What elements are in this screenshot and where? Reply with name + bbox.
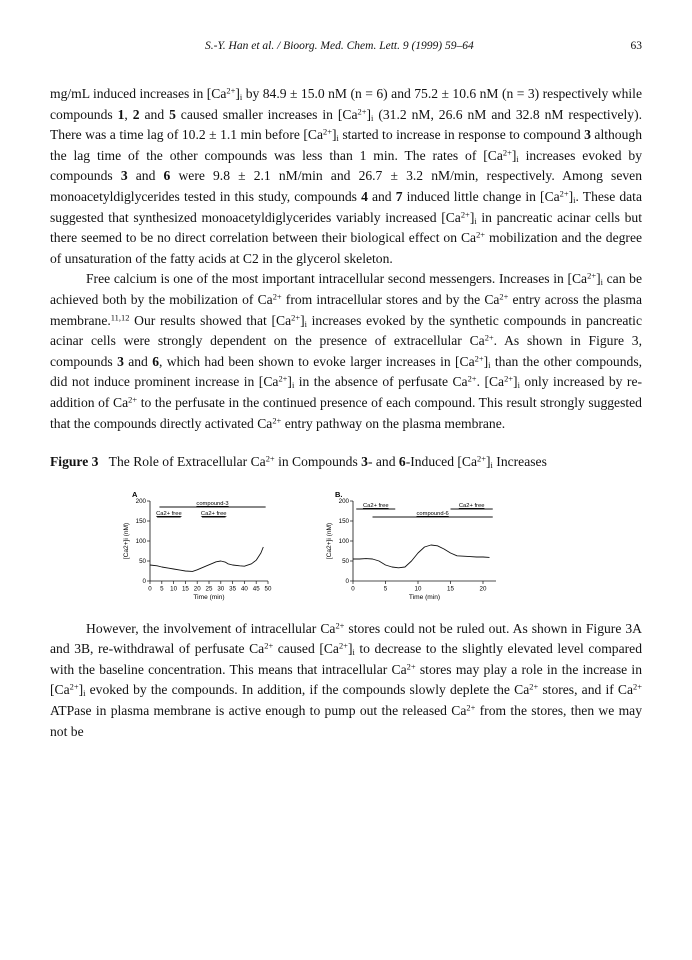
condition-bar-label: Ca2+ free (200, 510, 227, 517)
x-tick-label: 35 (229, 585, 237, 593)
y-tick-label: 200 (338, 497, 349, 505)
page-number: 63 (630, 40, 642, 52)
x-tick-label: 10 (414, 585, 422, 593)
x-tick-label: 40 (240, 585, 248, 593)
x-tick-label: 25 (205, 585, 213, 593)
x-tick-label: 15 (447, 585, 454, 593)
condition-bar-label: Ca2+ free (458, 502, 485, 509)
calcium-trace-line (150, 547, 263, 571)
figure-3 (50, 481, 642, 613)
running-title: S.-Y. Han et al. / Bioorg. Med. Chem. Lett. 9 (1999) 59–64 (205, 40, 474, 52)
x-tick-label: 15 (181, 585, 189, 593)
y-axis-label: [Ca2+]i (nM) (326, 522, 333, 559)
x-tick-label: 5 (160, 585, 164, 593)
panel-label: B. (335, 489, 343, 499)
y-tick-label: 0 (142, 577, 146, 585)
y-tick-label: 100 (338, 537, 349, 545)
paragraph: Free calcium is one of the most important intracellular second messengers. Increases in $[Ca^{2+}]_i$ can be achieved both by the mobilization of $Ca^{2+}$ from intracellular stores and by the $Ca^{2+}$ entry across the plasma membrane.$^{11,12}$ Our results showed that $[Ca^{2+}]_i$ increases evoked by the synthetic compounds in pancreatic acinar cells were strongly dependent on the presence of extracellular $Ca^{2+}$. As shown in Figure 3, compounds 3 and 6, which had been shown to evoke larger increases in $[Ca^{2+}]_i$ than the other compounds, did not induce prominent increase in $[Ca^{2+}]_i$ in the absence of perfusate $Ca^{2+}$. $[Ca^{2+}]_i$ only increased by re-addition of $Ca^{2+}$ to the perfusate in the continued presence of each compound. This result strongly suggested that the compounds directly activated $Ca^{2+}$ entry pathway on the plasma membrane. (50, 270, 643, 431)
condition-bar-label: Ca2+ free (362, 502, 389, 509)
x-tick-label: 10 (170, 585, 178, 593)
x-tick-label: 0 (148, 585, 152, 593)
running-header (50, 40, 642, 60)
condition-bar-label: compound-6 (416, 510, 449, 517)
panel-label: A (132, 489, 138, 499)
condition-bar-label: compound-3 (196, 500, 229, 507)
figure-caption-text: The Role of Extracellular $Ca^{2+}$ in Compounds 3- and 6-Induced $[Ca^{2+}]_i$ Increases (108, 453, 547, 471)
y-tick-label: 200 (135, 497, 146, 505)
x-tick-label: 0 (351, 585, 355, 593)
x-axis-label: Time (min) (193, 593, 225, 601)
figure-caption (50, 452, 642, 473)
y-tick-label: 150 (135, 517, 146, 525)
figure-caption-label: Figure 3 (50, 454, 99, 470)
x-axis-label: Time (min) (408, 593, 441, 601)
x-tick-label: 5 (383, 585, 388, 593)
y-tick-label: 50 (139, 557, 146, 565)
y-tick-label: 150 (338, 517, 349, 525)
x-tick-label: 20 (193, 585, 201, 593)
x-tick-label: 30 (217, 585, 225, 593)
x-tick-label: 50 (264, 585, 272, 593)
condition-bar-label: Ca2+ free (156, 510, 182, 517)
figure-3-chart (50, 481, 642, 613)
x-tick-label: 20 (479, 585, 487, 593)
y-tick-label: 100 (135, 537, 146, 545)
paragraph: However, the involvement of intracellular $Ca^{2+}$ stores could not be ruled out. As shown in Figure 3A and 3B, re-withdrawal of perfusate $Ca^{2+}$ caused $[Ca^{2+}]_i$ to decrease to the slightly elevated level compared with the baseline concentration. This means that intracellular $Ca^{2+}$ stores may play a role in the increase in $[Ca^{2+}]_i$ evoked by the compounds. In addition, if the compounds slowly deplete the $Ca^{2+}$ stores, and if $Ca^{2+}$ ATPase in plasma membrane is active enough to pump out the released $Ca^{2+}$ from the stores, then we may not be (50, 620, 643, 739)
y-tick-label: 50 (342, 557, 349, 565)
y-axis-label: [Ca2+]i (nM) (123, 522, 130, 559)
x-tick-label: 45 (252, 585, 260, 593)
calcium-trace-line (353, 545, 490, 568)
article-body (50, 84, 642, 742)
y-tick-label: 0 (345, 577, 349, 585)
paragraph: mg/mL induced increases in $[Ca^{2+}]_i$ by 84.9 ± 15.0 nM (n = 6) and 75.2 ± 10.6 nM (n = 3) respectively while compounds 1, 2 and 5 caused smaller increases in $[Ca^{2+}]_i$ (31.2 nM, 26.6 nM and 32.8 nM respectively). There was a time lag of 10.2 ± 1.1 min before $[Ca^{2+}]_i$ started to increase in response to compound 3 although the lag time of the other compounds was less than 1 min. The rates of $[Ca^{2+}]_i$ increases evoked by compounds 3 and 6 were 9.8 ± 2.1 nM/min and 26.7 ± 3.2 nM/min, respectively. Among seven monoacetyldiglycerides tested in this study, compounds 4 and 7 induced little change in $[Ca^{2+}]_i$. These data suggested that synthesized monoacetyldiglycerides variably increased $[Ca^{2+}]_i$ in pancreatic acinar cells but there seemed to be no direct correlation between their biological effect on $Ca^{2+}$ mobilization and the degree of unsaturation of the fatty acids at C2 in the glycerol skeleton. (50, 85, 643, 266)
